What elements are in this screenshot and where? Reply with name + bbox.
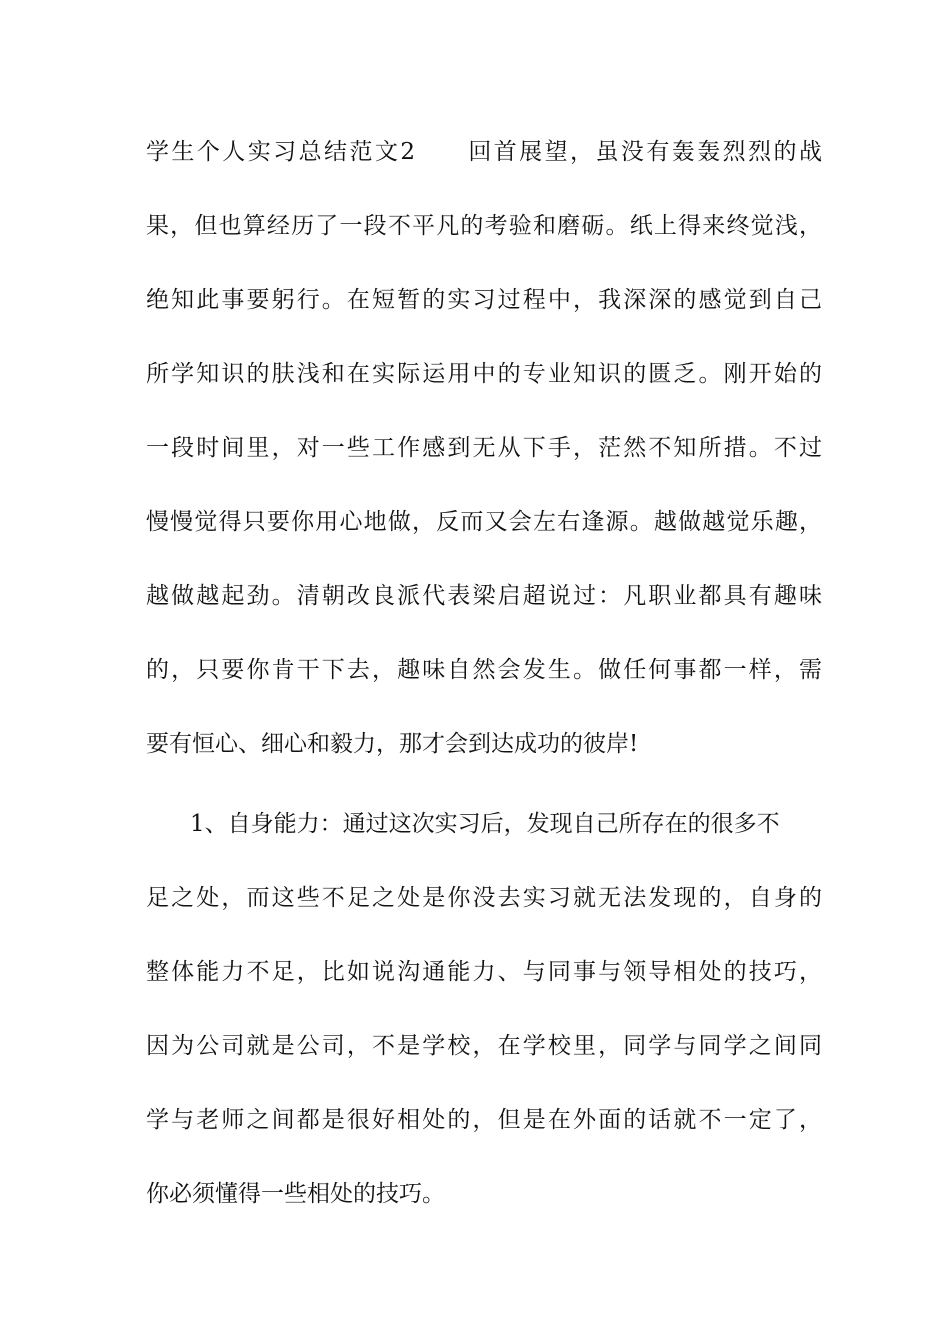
text-line-content: 果，但也算经历了一段不平凡的考验和磨砺。纸上得来终觉浅， <box>146 213 822 239</box>
text-line-content: 所学知识的肤浅和在实际运用中的专业知识的匮乏。刚开始的 <box>146 361 822 387</box>
text-line <box>0 1026 950 1066</box>
text-line-content: 因为公司就是公司，不是学校，在学校里，同学与同学之间同 <box>146 1033 822 1059</box>
text-line-content: 的，只要你肯干下去，趣味自然会发生。做任何事都一样，需 <box>146 657 822 683</box>
text-line <box>0 1174 950 1214</box>
text-line-content: 学生个人实习总结范文2 回首展望，虽没有轰轰烈烈的战 <box>146 139 822 165</box>
text-line-content: 越做越起劲。清朝改良派代表梁启超说过：凡职业都具有趣味 <box>146 583 822 609</box>
text-line <box>0 280 950 320</box>
text-line <box>0 650 950 690</box>
text-line <box>0 1100 950 1140</box>
text-line <box>0 804 950 844</box>
text-line <box>0 952 950 992</box>
text-line-content: 整体能力不足，比如说沟通能力、与同事与领导相处的技巧， <box>146 959 822 985</box>
text-line-content: 你必须懂得一些相处的技巧。 <box>146 1181 445 1207</box>
text-line-content: 学与老师之间都是很好相处的，但是在外面的话就不一定了， <box>146 1107 822 1133</box>
text-line <box>0 502 950 542</box>
text-line-content: 绝知此事要躬行。在短暂的实习过程中，我深深的感觉到自己 <box>146 287 822 313</box>
text-line <box>0 878 950 918</box>
text-line-content: 要有恒心、细心和毅力，那才会到达成功的彼岸! <box>146 731 639 757</box>
text-line <box>0 206 950 246</box>
text-line-content: 足之处，而这些不足之处是你没去实习就无法发现的，自身的 <box>146 885 822 911</box>
text-line <box>0 354 950 394</box>
text-line <box>0 576 950 616</box>
text-line <box>0 724 950 764</box>
text-line-content: 慢慢觉得只要你用心地做，反而又会左右逢源。越做越觉乐趣， <box>146 509 822 535</box>
text-line <box>0 428 950 468</box>
text-line <box>0 132 950 172</box>
text-line-content: 1、自身能力：通过这次实习后，发现自己所存在的很多不 <box>190 811 780 837</box>
text-line-content: 一段时间里，对一些工作感到无从下手，茫然不知所措。不过 <box>146 435 822 461</box>
